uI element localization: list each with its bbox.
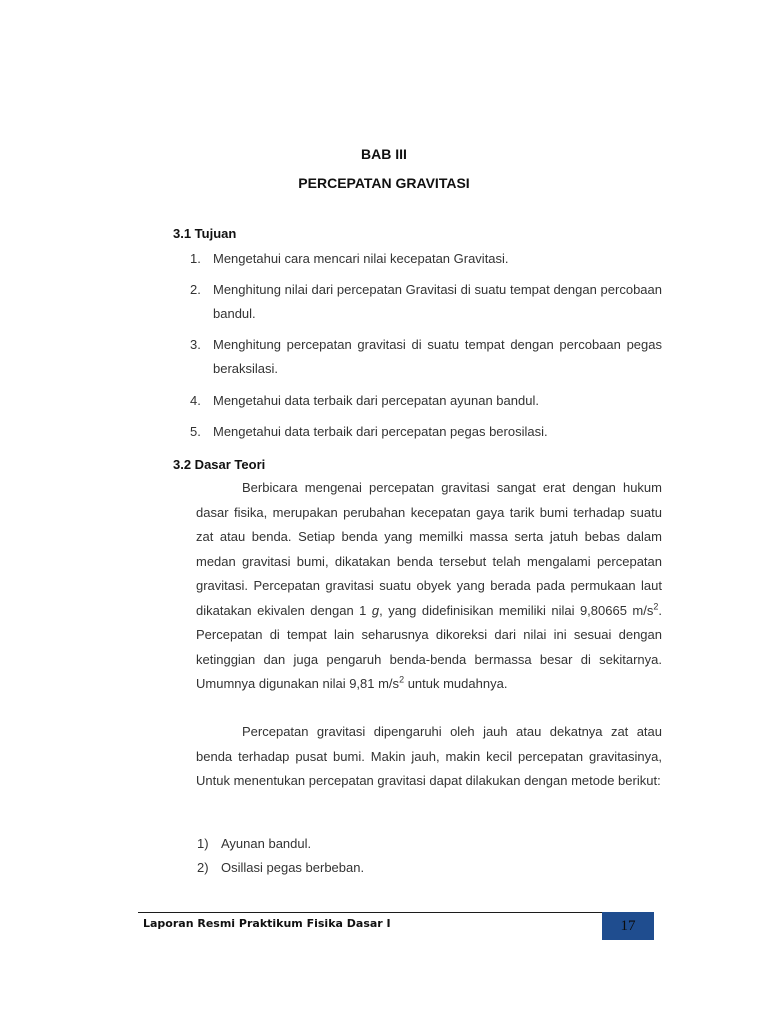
list-item-number: 1. (190, 251, 201, 266)
theory-paragraph-1 (196, 476, 662, 697)
chapter-label: BAB III (361, 146, 407, 162)
list-item (190, 278, 662, 325)
list-item-text: Mengetahui cara mencari nilai kecepatan Gravitasi. (213, 251, 509, 266)
paragraph-text: Berbicara mengenai percepatan gravitasi sangat erat dengan hukum dasar fisika, merupakan perubahan kecepatan gaya tarik bumi terhadap suatu zat atau benda. Setiap benda yang memilki massa serta jatuh bebas dalam medan gravitasi bumi, dikatakan benda tersebut telah mengalami percepatan gravitasi. Percepatan gravitasi suatu obyek yang berada pada permukaan laut dikatakan ekivalen dengan 1 (196, 480, 662, 618)
list-item (190, 389, 662, 413)
method-item (197, 836, 311, 851)
gravity-symbol: g (371, 602, 380, 618)
list-item-text: Mengetahui data terbaik dari percepatan ayunan bandul. (213, 393, 539, 408)
paragraph-text: , yang didefinisikan memiliki nilai 9,80665 m/s (379, 602, 654, 618)
chapter-title: PERCEPATAN GRAVITASI (298, 175, 470, 191)
method-number: 2) (197, 860, 209, 875)
method-number: 1) (197, 836, 209, 851)
list-item-number: 4. (190, 393, 201, 408)
superscript: 2 (653, 601, 659, 612)
list-item-text: Mengetahui data terbaik dari percepatan pegas berosilasi. (213, 424, 548, 439)
list-item (190, 420, 662, 444)
method-text: Osillasi pegas berbeban. (221, 860, 365, 875)
page-number: 17 (620, 917, 636, 934)
page-number-box (602, 912, 654, 940)
superscript: 2 (399, 674, 405, 685)
paragraph-text: Percepatan gravitasi dipengaruhi oleh jauh atau dekatnya zat atau benda terhadap pusat bumi. Makin jauh, makin kecil percepatan gravitasinya, Untuk menentukan percepatan gravitasi dapat dilakukan dengan metode berikut: (196, 724, 662, 788)
list-item (190, 247, 662, 271)
footer-divider (138, 912, 602, 913)
paragraph-text: . Percepatan di tempat lain seharusnya dikoreksi dari nilai ini sesuai dengan ketinggian dan juga pengaruh benda-benda bermassa besar di sekitarnya. Umumnya digunakan nilai 9,81 m/s (196, 602, 663, 691)
theory-paragraph-2 (196, 720, 662, 794)
list-item-text: Menghitung percepatan gravitasi di suatu tempat dengan percobaan pegas beraksilasi. (213, 337, 662, 376)
method-text: Ayunan bandul. (221, 836, 312, 851)
list-item-number: 5. (190, 424, 201, 439)
method-item (197, 860, 364, 875)
list-item-number: 3. (190, 337, 201, 352)
list-item-text: Menghitung nilai dari percepatan Gravitasi di suatu tempat dengan percobaan bandul. (213, 282, 662, 321)
footer-title: Laporan Resmi Praktikum Fisika Dasar I (143, 917, 391, 930)
list-item (190, 333, 662, 380)
list-item-number: 2. (190, 282, 201, 297)
paragraph-text: untuk mudahnya. (404, 676, 508, 691)
section-heading-dasar-teori: 3.2 Dasar Teori (173, 457, 266, 472)
section-heading-tujuan: 3.1 Tujuan (173, 226, 237, 241)
